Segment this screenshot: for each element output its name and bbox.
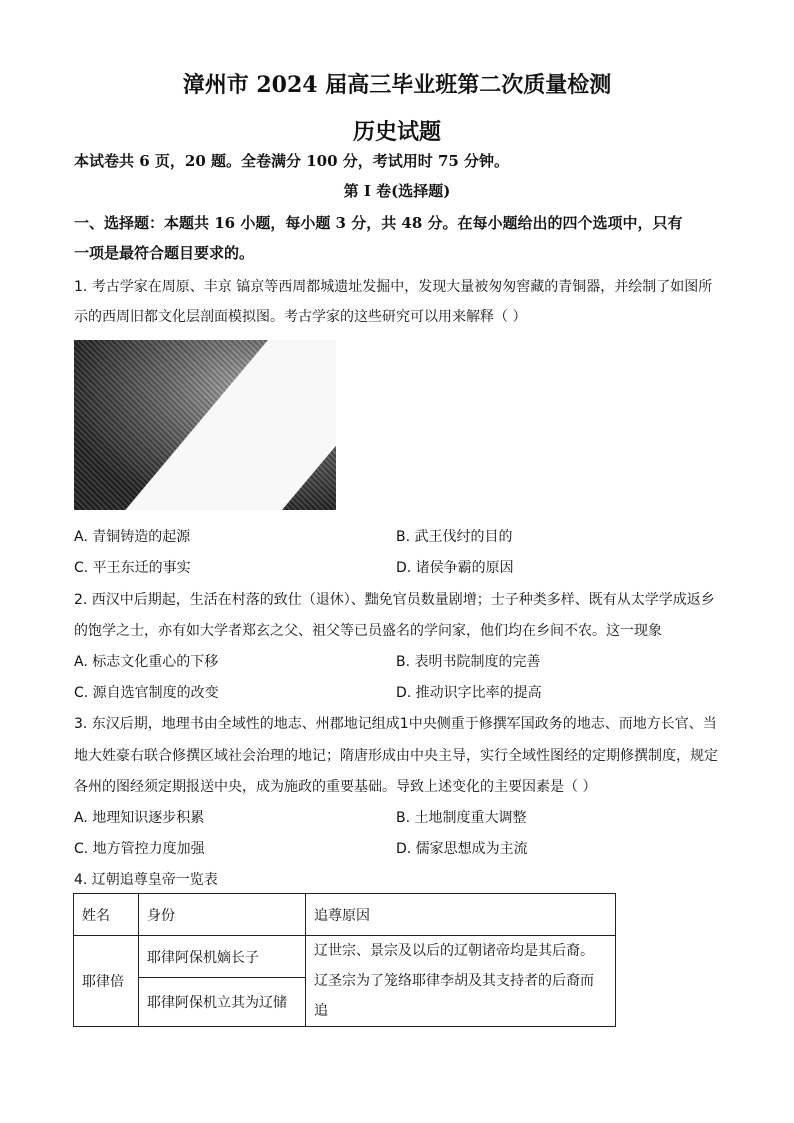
question-2-line2: 的饱学之士，亦有如大学者郑玄之父、祖父等已员盛名的学问家，他们均在乡间不农。这一现象 <box>74 623 662 639</box>
question-2-option-d[interactable]: D. 推动识字比率的提高 <box>396 685 542 701</box>
table-cell-reason-line2: 辽圣宗为了笼络耶律李胡及其支持者的后裔而追 <box>314 973 594 1019</box>
table-header-name: 姓名 <box>74 894 139 936</box>
question-4-line1: 4. 辽朝追尊皇帝一览表 <box>74 872 218 888</box>
question-3-line2: 地大姓豪右联合修撰区域社会治理的地记；隋唐形成由中央主导，实行全域性图经的定期修撰制度，规定 <box>74 748 718 764</box>
question-3-option-b[interactable]: B. 土地制度重大调整 <box>396 810 527 826</box>
table-cell-identity-1: 耶律阿保机嫡长子 <box>139 936 306 978</box>
question-2-line1: 2. 西汉中后期起，生活在村落的致仕（退休）、黜免官员数量剧增；士子种类多样、既有从太学学成返乡 <box>74 592 715 608</box>
question-2-option-b[interactable]: B. 表明书院制度的完善 <box>396 654 541 670</box>
question-1-option-d[interactable]: D. 诸侯争霸的原因 <box>396 560 514 576</box>
question-3-line1: 3. 东汉后期，地理书由全域性的地志、州郡地记组成1中央侧重于修撰军国政务的地志、而地方长官、当 <box>74 716 717 732</box>
question-3-line3: 各州的图经须定期报送中央，成为施政的重要基础。导致上述变化的主要因素是（ ） <box>74 779 597 795</box>
subject-title: 历史试题 <box>352 119 441 145</box>
table-header-reason: 追尊原因 <box>306 894 616 936</box>
exam-intro: 本试卷共 6 页，20 题。全卷满分 100 分，考试用时 75 分钟。 <box>74 152 510 170</box>
question-2-option-a[interactable]: A. 标志文化重心的下移 <box>74 654 219 670</box>
exam-title: 漳州市 2024 届高三毕业班第二次质量检测 <box>182 72 612 98</box>
question-1-option-b[interactable]: B. 武王伐纣的目的 <box>396 529 513 545</box>
table-cell-reason-line1: 辽世宗、景宗及以后的辽朝诸帝均是其后裔。 <box>314 943 594 959</box>
question-1-option-a[interactable]: A. 青铜铸造的起源 <box>74 529 191 545</box>
question-1-line2: 示的西周旧都文化层剖面模拟图。考古学家的这些研究可以用来解释（ ） <box>74 309 527 325</box>
table-header-identity: 身份 <box>139 894 306 936</box>
table-cell-reason <box>306 936 616 1027</box>
stratum-profile-image <box>74 340 336 510</box>
emperor-table <box>73 893 616 1027</box>
question-3-option-a[interactable]: A. 地理知识逐步积累 <box>74 810 205 826</box>
section-instruction-line1: 一、选择题：本题共 16 小题，每小题 3 分，共 48 分。在每小题给出的四个选项中，只有 <box>74 214 683 232</box>
section-title: 第 Ⅰ 卷(选择题) <box>343 182 451 200</box>
question-3-option-c[interactable]: C. 地方管控力度加强 <box>74 841 205 857</box>
question-1-option-c[interactable]: C. 平王东迁的事实 <box>74 560 191 576</box>
question-2-option-c[interactable]: C. 源自选官制度的改变 <box>74 685 219 701</box>
question-1-line1: 1. 考古学家在周原、丰京 镐京等西周都城遗址发掘中，发现大量被匆匆窖藏的青铜器，并绘制了如图所 <box>74 279 713 295</box>
table-cell-identity-2: 耶律阿保机立其为辽储 <box>139 978 306 1027</box>
section-instruction-line2: 一项是最符合题目要求的。 <box>74 244 255 262</box>
question-3-option-d[interactable]: D. 儒家思想成为主流 <box>396 841 528 857</box>
table-cell-name: 耶律倍 <box>74 936 139 1027</box>
